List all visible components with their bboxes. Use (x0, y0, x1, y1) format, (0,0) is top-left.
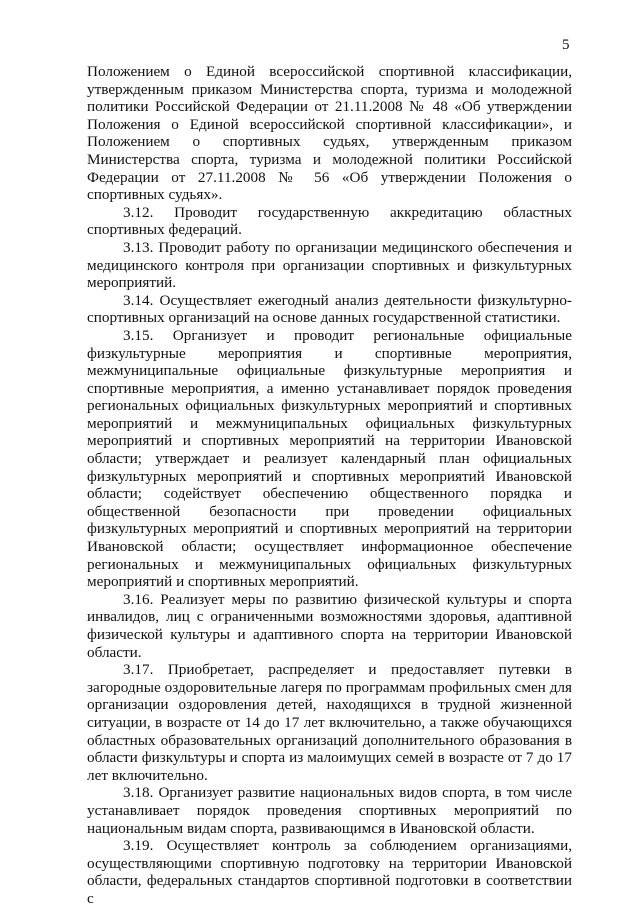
paragraph-3-14: 3.14. Осуществляет ежегодный анализ деятельности физкультурно-спортивных организаций на основе данных государственной статистики. (87, 291, 572, 327)
paragraph-3-17: 3.17. Приобретает, распределяет и предоставляет путевки в загородные оздоровительные лагеря по программам профильных смен для организации оздоровления детей, находящихся в трудной жизненной ситуации, в возрасте от 14 до 17 лет включительно, а также обучающихся областных образовательных организаций дополнительного образования в области физкультуры и спорта из малоимущих семей в возрасте от 7 до 17 лет включительно. (87, 661, 572, 784)
paragraph-3-12: 3.12. Проводит государственную аккредитацию областных спортивных федераций. (87, 203, 572, 239)
page-number: 5 (562, 37, 570, 53)
paragraph-3-18: 3.18. Организует развитие национальных видов спорта, в том числе устанавливает порядок проведения спортивных мероприятий по национальным видам спорта, развивающимся в Ивановской области. (87, 784, 572, 837)
paragraph-3-13: 3.13. Проводит работу по организации медицинского обеспечения и медицинского контроля при организации спортивных и физкультурных мероприятий. (87, 238, 572, 292)
paragraph-3-15: 3.15. Организует и проводит региональные официальные физкультурные мероприятия и спортивные мероприятия, межмуниципальные официальные физкультурные мероприятия и спортивные мероприятия, а именно устанавливает порядок проведения региональных официальных физкультурных мероприятий и спортивных мероприятий и межмуниципальных официальных физкультурных мероприятий и спортивных мероприятий на территории Ивановской области; утверждает и реализует календарный план официальных физкультурных мероприятий и спортивных мероприятий Ивановской области; содействует обеспечению общественного порядка и общественной безопасности при проведении официальных физкультурных мероприятий и спортивных мероприятий на территории Ивановской области; осуществляет информационное обеспечение региональных и межмуниципальных официальных физкультурных мероприятий и спортивных мероприятий. (87, 326, 572, 591)
document-body (87, 63, 572, 908)
paragraph-3-16: 3.16. Реализует меры по развитию физической культуры и спорта инвалидов, лиц с ограниченными возможностями здоровья, адаптивной физической культуры и адаптивного спорта на территории Ивановской области. (87, 590, 572, 661)
paragraph-3-19: 3.19. Осуществляет контроль за соблюдением организациями, осуществляющими спортивную подготовку на территории Ивановской области, федеральных стандартов спортивной подготовки в соответствии с (87, 837, 572, 907)
paragraph-continuation: Положением о Единой всероссийской спортивной классификации, утвержденным приказом Министерства спорта, туризма и молодежной политики Российской Федерации от 21.11.2008 № 48 «Об утверждении Положения о Единой всероссийской спортивной классификации», и Положением о спортивных судьях, утвержденным приказом Министерства спорта, туризма и молодежной политики Российской Федерации от 27.11.2008 № 56 «Об утверждении Положения о спортивных судьях». (87, 63, 572, 204)
